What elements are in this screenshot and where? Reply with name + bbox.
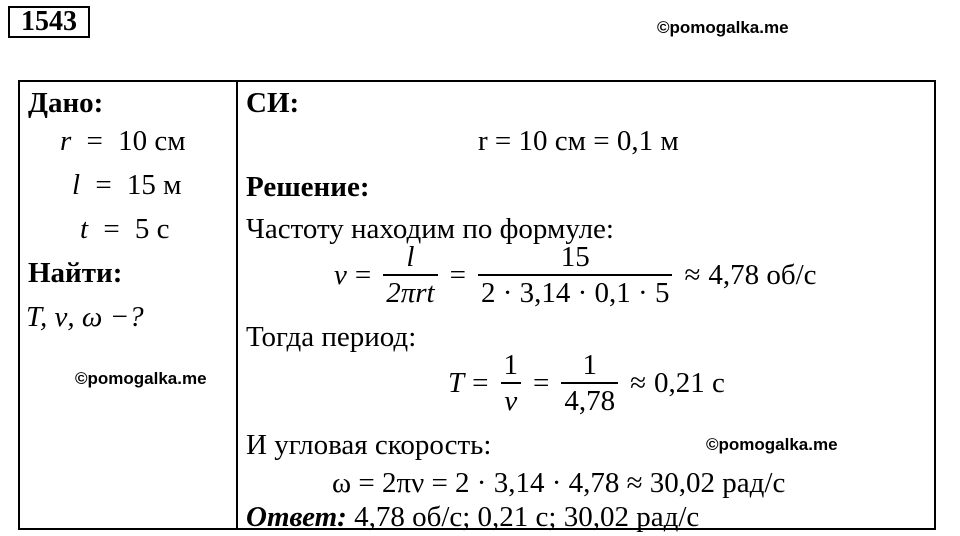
period-formula [448, 350, 725, 416]
period-frac2-num: 1 [582, 349, 597, 381]
given-r-eq: = [86, 125, 103, 157]
frequency-fraction-1 [383, 242, 437, 308]
frequency-eq1: = [354, 258, 372, 291]
si-conversion: r = 10 см = 0,1 м [478, 125, 679, 157]
frequency-frac2-num: 15 [560, 241, 590, 273]
given-l-eq: = [95, 169, 112, 201]
given-title: Дано: [28, 87, 104, 119]
watermark-left: ©pomogalka.me [75, 369, 207, 388]
period-frac1-den: ν [501, 382, 522, 416]
frequency-fraction-2 [478, 242, 672, 308]
period-text: Тогда период: [246, 321, 417, 353]
given-t-value: 5 с [134, 213, 170, 245]
answer-label: Ответ: [246, 501, 347, 533]
period-approx: ≈ [630, 366, 647, 399]
frequency-frac1-num: l [406, 241, 415, 273]
given-l-var: l [72, 169, 81, 201]
period-fraction-1 [501, 350, 522, 416]
frequency-approx: ≈ [684, 258, 701, 291]
given-r-var: r [60, 125, 72, 157]
given-l-value: 15 м [126, 169, 182, 201]
period-eq2: = [533, 366, 550, 399]
watermark-right: ©pomogalka.me [706, 435, 838, 454]
find-title: Найти: [28, 257, 123, 289]
frequency-eq2: = [449, 258, 466, 291]
angular-formula: ω = 2πν = 2 · 3,14 · 4,78 ≈ 30,02 рад/с [332, 467, 786, 499]
frequency-result: 4,78 об/с [708, 258, 817, 291]
frequency-frac2-den: 2 · 3,14 · 0,1 · 5 [478, 274, 672, 308]
period-lhs: T [448, 366, 465, 399]
frequency-frac1-den: 2πrt [383, 274, 437, 308]
angular-text: И угловая скорость: [246, 429, 492, 461]
period-frac2-den: 4,78 [561, 382, 618, 416]
column-divider [236, 82, 238, 528]
period-frac1-num: 1 [503, 349, 518, 381]
solution-title: Решение: [246, 171, 370, 203]
given-t-eq: = [103, 213, 120, 245]
given-t [80, 212, 170, 246]
find-values: T, ν, ω −? [26, 301, 144, 333]
problem-number: 1543 [8, 6, 90, 38]
given-r-value: 10 см [118, 125, 186, 157]
frequency-text: Частоту находим по формуле: [246, 213, 614, 245]
period-result: 0,21 с [654, 366, 725, 399]
answer-line [246, 500, 699, 534]
frequency-formula [334, 242, 817, 308]
frequency-lhs: ν [334, 258, 347, 291]
si-title: СИ: [246, 87, 300, 119]
given-r [60, 124, 186, 158]
answer-value: 4,78 об/с; 0,21 с; 30,02 рад/с [354, 501, 700, 533]
given-l [72, 168, 182, 202]
period-eq1: = [472, 366, 489, 399]
given-t-var: t [80, 213, 89, 245]
watermark-top: ©pomogalka.me [657, 18, 789, 37]
period-fraction-2 [561, 350, 618, 416]
solution-table [18, 80, 936, 533]
